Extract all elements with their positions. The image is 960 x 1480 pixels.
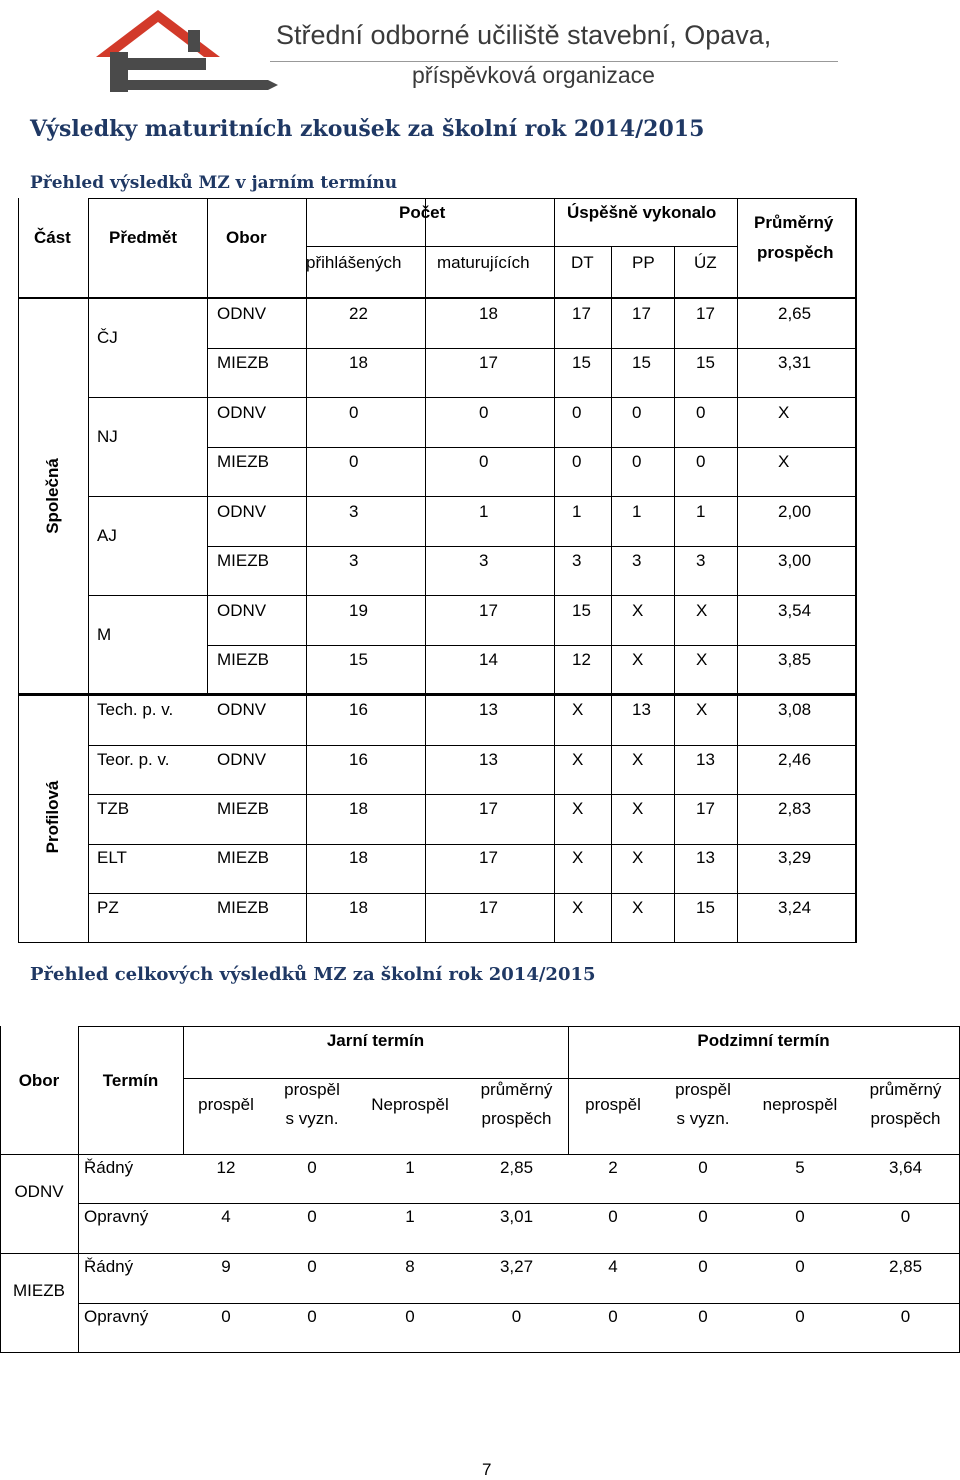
- table-cell: X: [778, 452, 790, 471]
- table-cell: 0: [900, 1307, 911, 1326]
- t2-jarni-prumerny: průměrný: [480, 1080, 553, 1099]
- t2-header-termin: Termín: [102, 1071, 159, 1090]
- table-cell: X: [632, 799, 644, 818]
- table-cell: 0: [696, 452, 706, 471]
- table-cell: 0: [696, 403, 706, 422]
- table-cell: 19: [349, 601, 368, 620]
- header-predmet: Předmět: [109, 228, 178, 247]
- table-cell: 3: [572, 551, 582, 570]
- header-pocet: Počet: [399, 203, 446, 222]
- table-cell: 1: [572, 502, 582, 521]
- t2-podzim-prospel-vyzn-1: prospěl: [675, 1080, 731, 1099]
- t2-obor-odnv: ODNV: [14, 1182, 64, 1201]
- table-cell: X: [572, 700, 584, 719]
- row-obor: MIEZB: [217, 898, 269, 917]
- table-cell: 13: [479, 750, 498, 769]
- document-title: Výsledky maturitních zkoušek za školní rok 2014/2015: [30, 116, 705, 142]
- table-cell: 8: [405, 1257, 415, 1276]
- table-cell: 13: [696, 750, 715, 769]
- t2-podzim-prumerny: průměrný: [869, 1080, 942, 1099]
- t2-podzim-prospel: prospěl: [585, 1095, 641, 1114]
- table-cell: X: [572, 848, 584, 867]
- header-maturujicich: maturujících: [437, 253, 530, 272]
- table-cell: 13: [632, 700, 651, 719]
- table-cell: 17: [632, 304, 651, 323]
- row-obor: ODNV: [217, 502, 267, 521]
- table-cell: 0: [608, 1207, 618, 1226]
- table-cell: 3,54: [778, 601, 812, 620]
- table-cell: 0: [698, 1158, 708, 1177]
- header-prospech: prospěch: [757, 243, 834, 262]
- row-obor: MIEZB: [217, 551, 269, 570]
- table-cell: 13: [479, 700, 498, 719]
- table-cell: 22: [349, 304, 368, 323]
- table-cell: 15: [696, 353, 715, 372]
- school-subtitle: příspěvková organizace: [412, 62, 655, 88]
- table-cell: 4: [221, 1207, 231, 1226]
- table-cell: 0: [632, 452, 642, 471]
- table-cell: 2,85: [499, 1158, 534, 1177]
- table-cell: X: [632, 650, 644, 669]
- table-cell: 1: [696, 502, 706, 521]
- table-cell: 0: [511, 1307, 522, 1326]
- row-termin: Opravný: [84, 1307, 149, 1326]
- table-cell: 17: [479, 799, 498, 818]
- table-cell: 17: [479, 848, 498, 867]
- t2-jarni-prospel-vyzn-1: prospěl: [284, 1080, 340, 1099]
- table-cell: X: [632, 601, 644, 620]
- table-cell: 3: [696, 551, 706, 570]
- subject-cj: ČJ: [97, 328, 118, 347]
- table-cell: 15: [349, 650, 368, 669]
- table-cell: 2,83: [778, 799, 812, 818]
- table-cell: 4: [608, 1257, 618, 1276]
- group-spolecna: Společná: [43, 458, 62, 534]
- t2-jarni-neprospel: Neprospěl: [371, 1095, 449, 1114]
- row-obor: MIEZB: [217, 799, 269, 818]
- table-cell: 15: [572, 353, 591, 372]
- table-cell: X: [632, 848, 644, 867]
- t2-jarni-prospel-vyzn-2: s vyzn.: [285, 1109, 339, 1128]
- t2-header-podzimni: Podzimní termín: [697, 1031, 830, 1050]
- row-termin: Řádný: [84, 1257, 134, 1276]
- table-cell: X: [572, 799, 584, 818]
- header-prumerny: Průměrný: [754, 213, 834, 232]
- table-cell: 0: [795, 1307, 805, 1326]
- table-cell: X: [696, 700, 708, 719]
- table-cell: 3,08: [778, 700, 812, 719]
- subject-elt: ELT: [97, 848, 127, 867]
- table-cell: 3,24: [778, 898, 812, 917]
- table-cell: 2,00: [778, 502, 812, 521]
- table-cell: 0: [698, 1207, 708, 1226]
- subject-aj: AJ: [97, 526, 117, 545]
- t2-podzim-neprospel: neprospěl: [762, 1095, 838, 1114]
- table-cell: 1: [632, 502, 642, 521]
- row-termin: Řádný: [84, 1158, 134, 1177]
- t2-header-jarni: Jarní termín: [326, 1031, 425, 1050]
- table-cell: X: [632, 750, 644, 769]
- table-cell: 0: [572, 403, 582, 422]
- table-cell: X: [696, 650, 708, 669]
- table-cell: 0: [632, 403, 642, 422]
- page-number: 7: [482, 1460, 492, 1479]
- row-obor: ODNV: [217, 700, 267, 719]
- subject-teor-pv: Teor. p. v.: [97, 750, 170, 769]
- table-cell: 1: [405, 1158, 415, 1177]
- section-title-totals: Přehled celkových výsledků MZ za školní rok 2014/2015: [30, 964, 596, 985]
- row-obor: MIEZB: [217, 353, 269, 372]
- table-cell: 3: [349, 502, 359, 521]
- t2-jarni-prospel: prospěl: [198, 1095, 254, 1114]
- table-cell: 0: [307, 1307, 317, 1326]
- subject-m: M: [97, 625, 112, 644]
- spring-results-table: [18, 198, 857, 943]
- subject-pz: PZ: [97, 898, 119, 917]
- table-cell: 0: [698, 1307, 708, 1326]
- table-cell: 0: [698, 1257, 708, 1276]
- table-cell: X: [572, 898, 584, 917]
- table-cell: 2,85: [888, 1257, 923, 1276]
- table-cell: 2,65: [778, 304, 812, 323]
- table-cell: 0: [608, 1307, 618, 1326]
- table-cell: 0: [221, 1307, 231, 1326]
- row-obor: ODNV: [217, 750, 267, 769]
- table-cell: 0: [479, 452, 489, 471]
- table-cell: 3,29: [778, 848, 812, 867]
- row-obor: MIEZB: [217, 848, 269, 867]
- row-obor: ODNV: [217, 403, 267, 422]
- table-cell: 13: [696, 848, 715, 867]
- t2-podzim-prospech: prospěch: [870, 1109, 941, 1128]
- school-name: Střední odborné učiliště stavební, Opava,: [276, 20, 772, 50]
- table-cell: X: [572, 750, 584, 769]
- row-obor: MIEZB: [217, 650, 269, 669]
- table-cell: 0: [307, 1257, 317, 1276]
- table-cell: 16: [349, 750, 368, 769]
- header-obor: Obor: [226, 228, 267, 247]
- table-cell: 0: [479, 403, 489, 422]
- table-cell: 15: [696, 898, 715, 917]
- header-prihlasenych: přihlášených: [306, 253, 402, 272]
- header-pp: PP: [632, 253, 655, 272]
- table-cell: 3,00: [778, 551, 812, 570]
- header-uspesne: Úspěšně vykonalo: [567, 203, 717, 222]
- table-cell: 2,46: [778, 750, 812, 769]
- table-cell: 0: [900, 1207, 911, 1226]
- t2-header-obor: Obor: [18, 1071, 60, 1090]
- table-cell: 15: [572, 601, 591, 620]
- table-cell: 0: [405, 1307, 415, 1326]
- header-uz: ÚZ: [694, 253, 717, 272]
- table-cell: 3,01: [499, 1207, 534, 1226]
- t2-obor-miezb: MIEZB: [13, 1281, 65, 1300]
- header-dt: DT: [571, 253, 594, 272]
- table-cell: 3,85: [778, 650, 812, 669]
- row-obor: ODNV: [217, 304, 267, 323]
- t2-jarni-prospech: prospěch: [481, 1109, 552, 1128]
- table-cell: 0: [795, 1207, 805, 1226]
- table-cell: 0: [572, 452, 582, 471]
- table-cell: 17: [479, 898, 498, 917]
- table-cell: 18: [349, 848, 368, 867]
- total-results-table: [0, 1026, 960, 1353]
- subject-nj: NJ: [97, 427, 118, 446]
- table-cell: 16: [349, 700, 368, 719]
- table-cell: 14: [479, 650, 498, 669]
- table-cell: 17: [479, 353, 498, 372]
- school-logo: [88, 2, 278, 94]
- table-cell: 17: [696, 304, 715, 323]
- subject-tzb: TZB: [97, 799, 130, 818]
- table-cell: 12: [216, 1158, 236, 1177]
- table-cell: 3: [349, 551, 359, 570]
- header-cast: Část: [34, 228, 71, 247]
- table-cell: 18: [349, 799, 368, 818]
- table-cell: 3,31: [778, 353, 812, 372]
- t2-podzim-prospel-vyzn-2: s vyzn.: [676, 1109, 730, 1128]
- table-cell: X: [778, 403, 790, 422]
- table-cell: 0: [349, 452, 359, 471]
- table-cell: 0: [307, 1158, 317, 1177]
- table-cell: 3,27: [499, 1257, 534, 1276]
- table-cell: 18: [349, 898, 368, 917]
- row-termin: Opravný: [84, 1207, 149, 1226]
- row-obor: MIEZB: [217, 452, 269, 471]
- row-obor: ODNV: [217, 601, 267, 620]
- table-cell: 0: [795, 1257, 805, 1276]
- table-cell: 17: [696, 799, 715, 818]
- table-cell: X: [632, 898, 644, 917]
- table-cell: 0: [307, 1207, 317, 1226]
- section-title-spring: Přehled výsledků MZ v jarním termínu: [30, 173, 398, 193]
- table-cell: 2: [608, 1158, 618, 1177]
- table-cell: 9: [221, 1257, 231, 1276]
- table-cell: 17: [479, 601, 498, 620]
- table-cell: 12: [572, 650, 591, 669]
- subject-tech-pv: Tech. p. v.: [97, 700, 174, 719]
- table-cell: 1: [405, 1207, 415, 1226]
- table-cell: X: [696, 601, 708, 620]
- table-cell: 18: [479, 304, 498, 323]
- table-cell: 17: [572, 304, 591, 323]
- table-cell: 0: [349, 403, 359, 422]
- table-cell: 5: [795, 1158, 805, 1177]
- table-cell: 18: [349, 353, 368, 372]
- group-profilova: Profilová: [43, 780, 62, 854]
- table-cell: 3,64: [888, 1158, 923, 1177]
- table-cell: 3: [632, 551, 642, 570]
- table-cell: 3: [479, 551, 489, 570]
- table-cell: 1: [479, 502, 489, 521]
- table-cell: 15: [632, 353, 651, 372]
